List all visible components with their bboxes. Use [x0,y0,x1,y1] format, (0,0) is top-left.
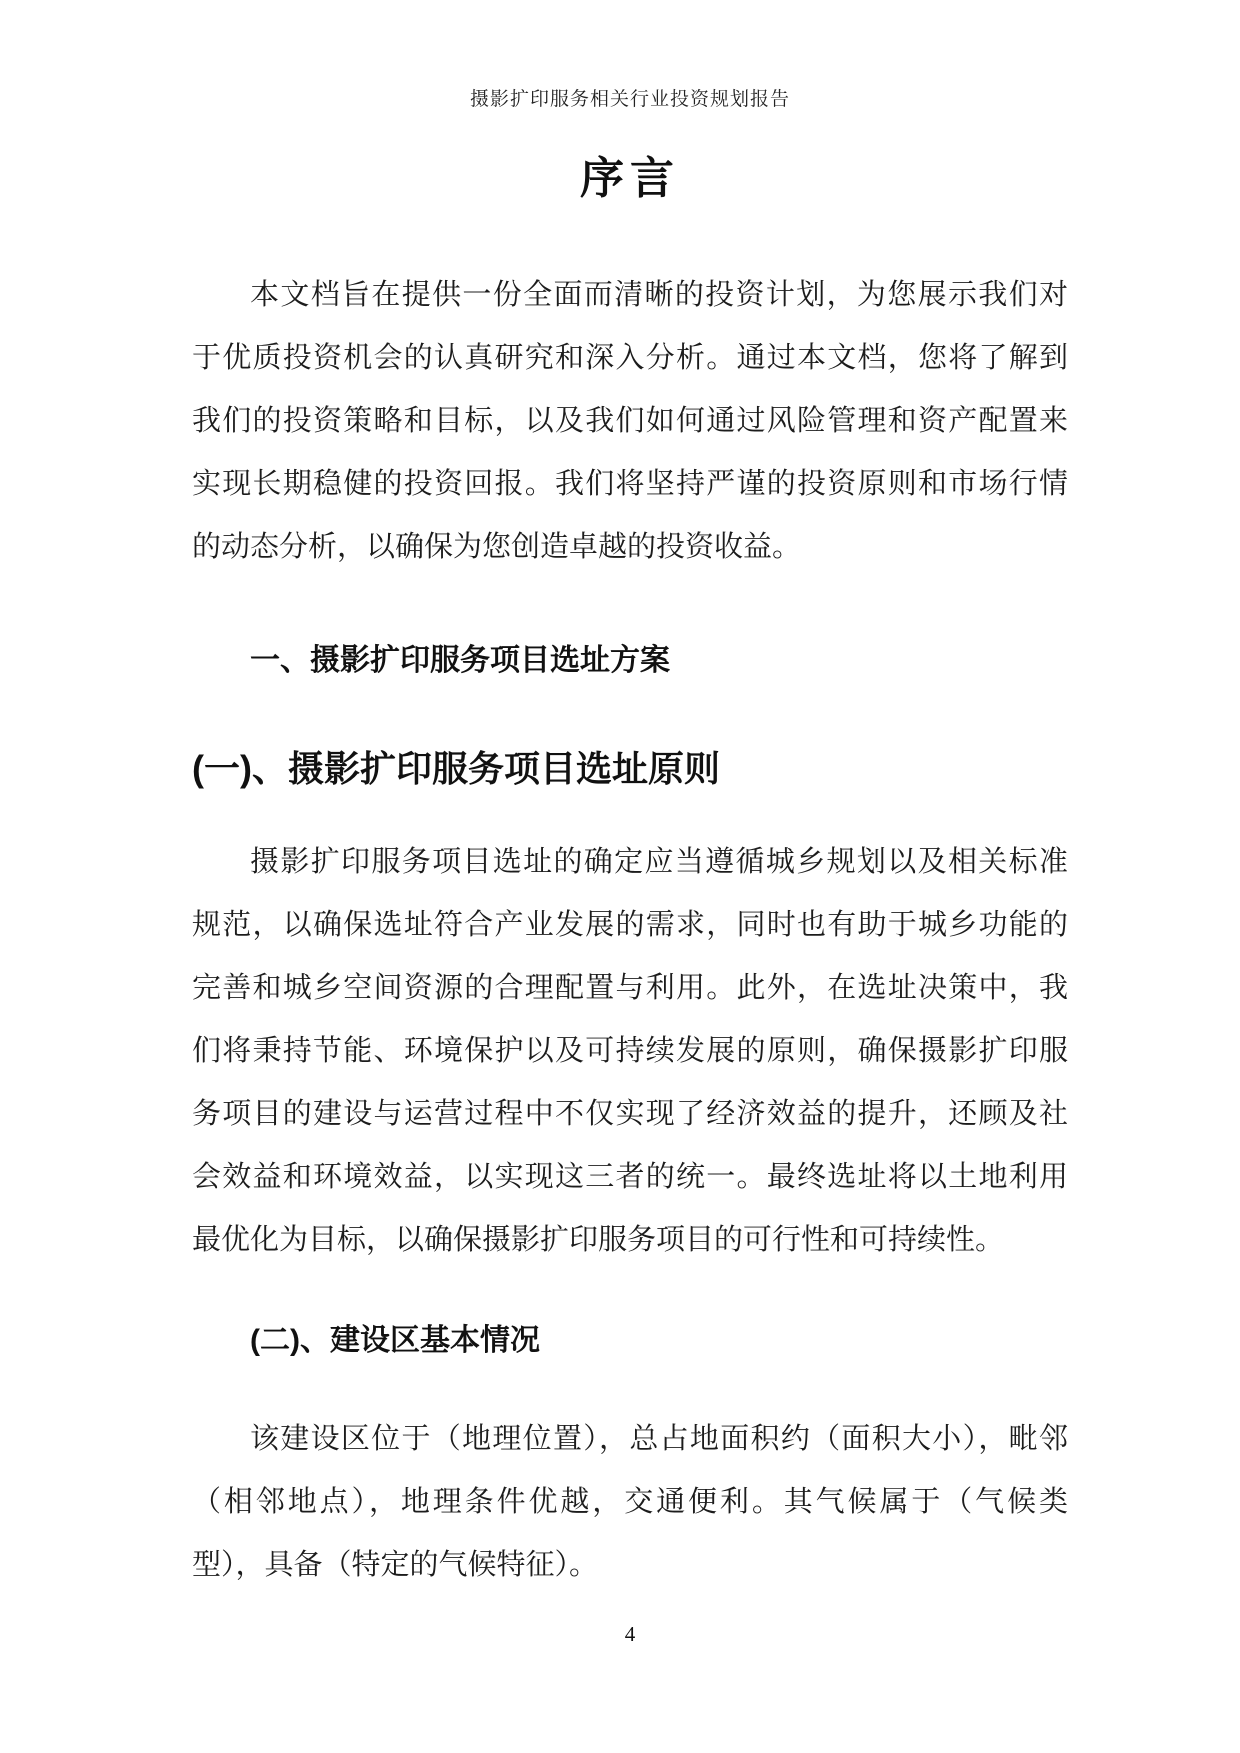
paragraph-line: 实现长期稳健的投资回报。我们将坚持严谨的投资原则和市场行情 [192,468,1068,500]
paragraph-line: 完善和城乡空间资源的合理配置与利用。此外，在选址决策中，我 [192,972,1068,1004]
paragraph-line: 规范，以确保选址符合产业发展的需求，同时也有助于城乡功能的 [192,909,1068,941]
heading-site-selection-principles: (一)、摄影扩印服务项目选址原则 [192,748,720,789]
text-column [192,0,1068,1753]
running-header: 摄影扩印服务相关行业投资规划报告 [469,89,790,110]
paragraph-line: （相邻地点），地理条件优越，交通便利。其气候属于（气候类 [192,1486,1068,1518]
paragraph-line: 们将秉持节能、环境保护以及可持续发展的原则，确保摄影扩印服 [192,1035,1068,1067]
paragraph-line: 于优质投资机会的认真研究和深入分析。通过本文档，您将了解到 [192,342,1068,374]
paragraph-line: 务项目的建设与运营过程中不仅实现了经济效益的提升，还顾及社 [192,1098,1068,1130]
construction-area-paragraph [192,1408,1068,1597]
intro-paragraph [192,264,1068,579]
site-selection-paragraph [192,831,1068,1272]
paragraph-line: 最优化为目标，以确保摄影扩印服务项目的可行性和可持续性。 [192,1224,1005,1256]
paragraph-line: 我们的投资策略和目标，以及我们如何通过风险管理和资产配置来 [192,405,1068,437]
paragraph-line: 摄影扩印服务项目选址的确定应当遵循城乡规划以及相关标准 [250,846,1068,878]
paragraph-line: 型），具备（特定的气候特征）。 [192,1549,599,1581]
page-title: 序言 [580,154,680,203]
page-number: 4 [624,1622,636,1646]
paragraph-line: 的动态分析，以确保为您创造卓越的投资收益。 [192,531,802,563]
heading-construction-area: (二)、建设区基本情况 [250,1324,540,1357]
heading-site-selection-plan: 一、摄影扩印服务项目选址方案 [250,644,670,677]
paragraph-line: 会效益和环境效益，以实现这三者的统一。最终选址将以土地利用 [192,1161,1068,1193]
paragraph-line: 该建设区位于（地理位置），总占地面积约（面积大小），毗邻 [250,1423,1068,1455]
paragraph-line: 本文档旨在提供一份全面而清晰的投资计划，为您展示我们对 [250,279,1068,311]
